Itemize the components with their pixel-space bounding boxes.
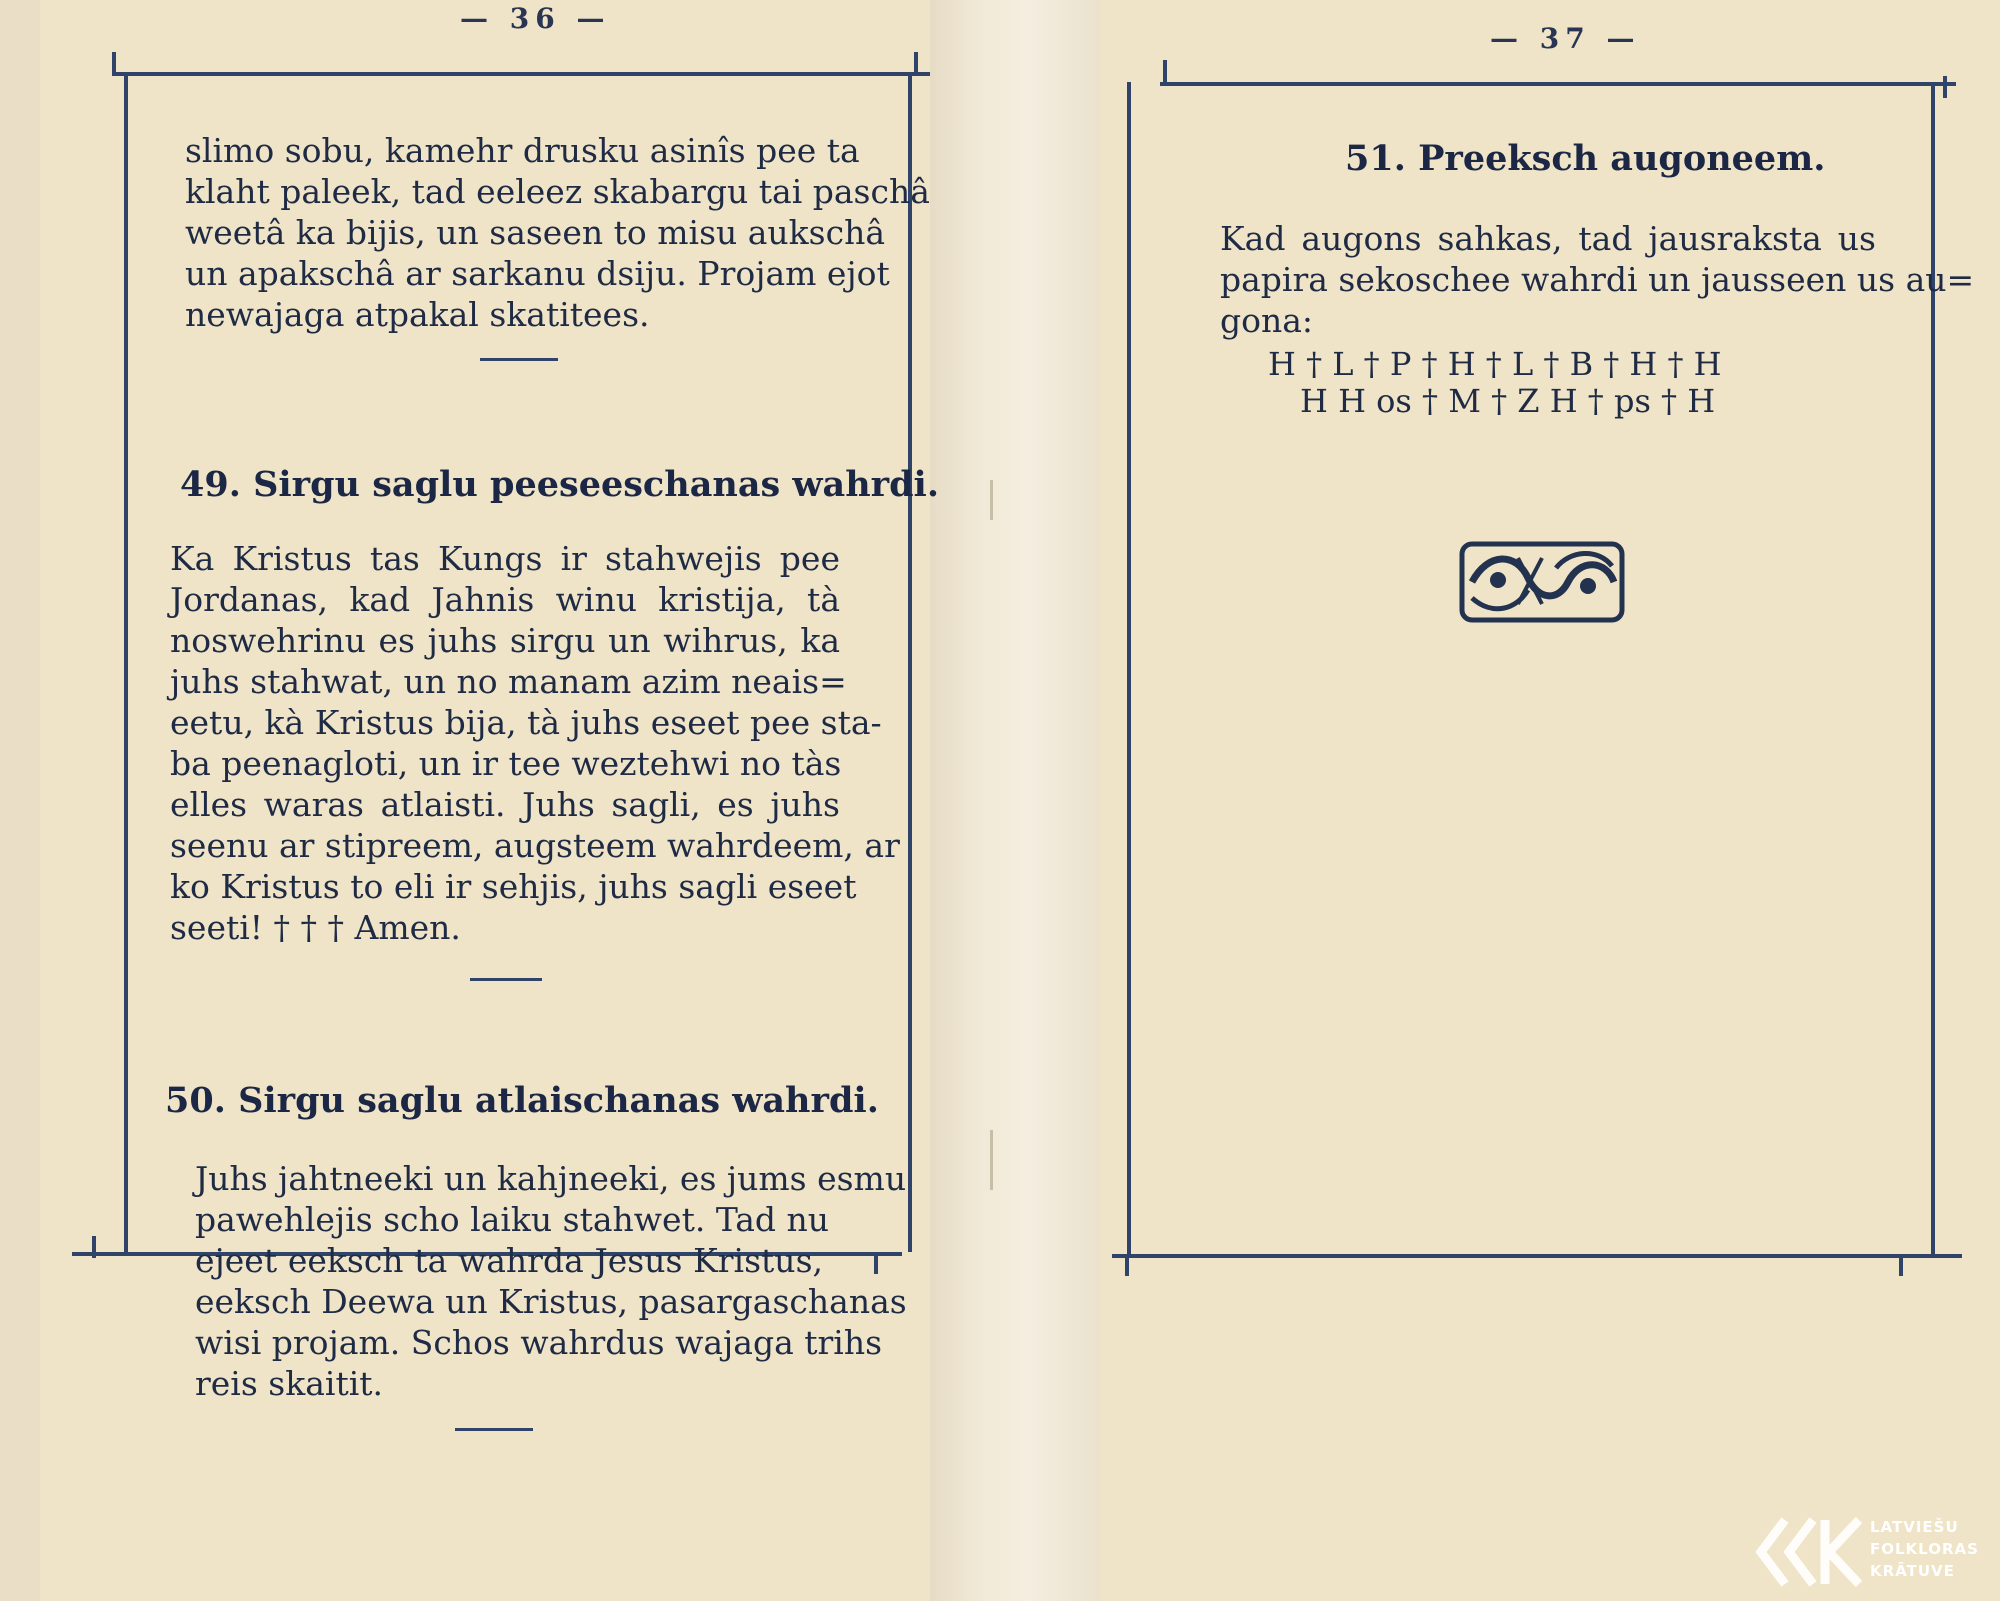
section-separator bbox=[470, 978, 542, 981]
text-line: reis skaitit. bbox=[195, 1364, 384, 1403]
section-49-body bbox=[170, 538, 900, 948]
text-line: pawehlejis scho laiku stahwet. Tad nu bbox=[195, 1200, 830, 1239]
frame-tick bbox=[914, 52, 918, 74]
frame-tick bbox=[1125, 1254, 1129, 1276]
page-number-left: — 36 — bbox=[460, 2, 611, 35]
section-separator bbox=[480, 358, 558, 361]
text-line: ba peenagloti, un ir tee weztehwi no tàs bbox=[170, 744, 842, 783]
text-line: juhs stahwat, un no manam azim neais= bbox=[170, 662, 847, 701]
text-line: ko Kristus to eli ir sehjis, juhs sagli eseet bbox=[170, 867, 857, 906]
text-line: klaht paleek, tad eeleez skabargu tai paschâ bbox=[185, 172, 930, 211]
right-frame-bottom-rule bbox=[1112, 1254, 1962, 1258]
text-line: wisi projam. Schos wahrdus wajaga trihs bbox=[195, 1323, 883, 1362]
book-spine bbox=[930, 0, 1110, 1601]
text-line: weetâ ka bijis, un saseen to misu aukschâ bbox=[185, 213, 886, 252]
frame-tick bbox=[112, 52, 116, 74]
text-line: gona: bbox=[1220, 301, 1314, 340]
text-line: newajaga atpakal skatitees. bbox=[185, 295, 650, 334]
text-line: ejeet eeksch ta wahrda Jesus Kristus, bbox=[195, 1241, 823, 1280]
text-line: slimo sobu, kamehr drusku asinîs pee ta bbox=[185, 131, 860, 170]
text-line: un apakschâ ar sarkanu dsiju. Projam ejot bbox=[185, 254, 890, 293]
lfk-logo-icon bbox=[1755, 1512, 1865, 1592]
section-49-heading: 49. Sirgu saglu peeseeschanas wahrdi. bbox=[180, 464, 940, 505]
text-line: noswehrinu es juhs sirgu un wihrus, ka bbox=[170, 621, 840, 660]
text-line: eeksch Deewa un Kristus, pasargaschanas bbox=[195, 1282, 907, 1321]
logo-line-2: FOLKLORAS bbox=[1870, 1540, 1979, 1558]
spine-stitch bbox=[990, 1130, 993, 1190]
section-50-heading: 50. Sirgu saglu atlaischanas wahrdi. bbox=[165, 1080, 879, 1121]
text-line: Jordanas, kad Jahnis winu kristija, tà bbox=[170, 580, 840, 619]
section-51-body bbox=[1220, 218, 1975, 341]
frame-tick bbox=[874, 1252, 878, 1274]
spine-stitch bbox=[990, 480, 993, 520]
text-line: Juhs jahtneeki un kahjneeki, es jums esmu bbox=[195, 1159, 907, 1198]
frame-tick bbox=[1943, 76, 1947, 98]
continuation-text bbox=[185, 130, 930, 335]
text-line: Ka Kristus tas Kungs ir stahwejis pee bbox=[170, 539, 840, 578]
text-line: Kad augons sahkas, tad jausrakstа us bbox=[1220, 219, 1876, 258]
page-number-right: — 37 — bbox=[1490, 22, 1641, 55]
logo-line-1: LATVIEŠU bbox=[1870, 1518, 1959, 1536]
text-line: seeti! † † † Amen. bbox=[170, 908, 461, 947]
text-line: papira sekoschee wahrdi un jausseen us au= bbox=[1220, 260, 1975, 299]
charm-symbols-line-1: H † L † P † H † L † B † H † H bbox=[1268, 345, 1722, 383]
charm-symbols-line-2: H H os † M † Z H † ps † H bbox=[1300, 382, 1716, 420]
text-line: elles waras atlaisti. Juhs sagli, es juhs bbox=[170, 785, 840, 824]
text-line: seenu ar stipreem, augsteem wahrdeem, ar bbox=[170, 826, 900, 865]
frame-tick bbox=[1899, 1254, 1903, 1276]
frame-tick bbox=[1163, 60, 1167, 82]
section-51-heading: 51. Preeksch augoneem. bbox=[1345, 138, 1826, 179]
section-50-body bbox=[195, 1158, 907, 1404]
logo-line-3: KRĀTUVE bbox=[1870, 1562, 1955, 1580]
section-separator bbox=[455, 1428, 533, 1431]
frame-tick bbox=[92, 1236, 96, 1258]
text-line: eetu, kà Kristus bija, tà juhs eseet pee sta- bbox=[170, 703, 882, 742]
ornament-vignette-icon bbox=[1458, 538, 1626, 626]
